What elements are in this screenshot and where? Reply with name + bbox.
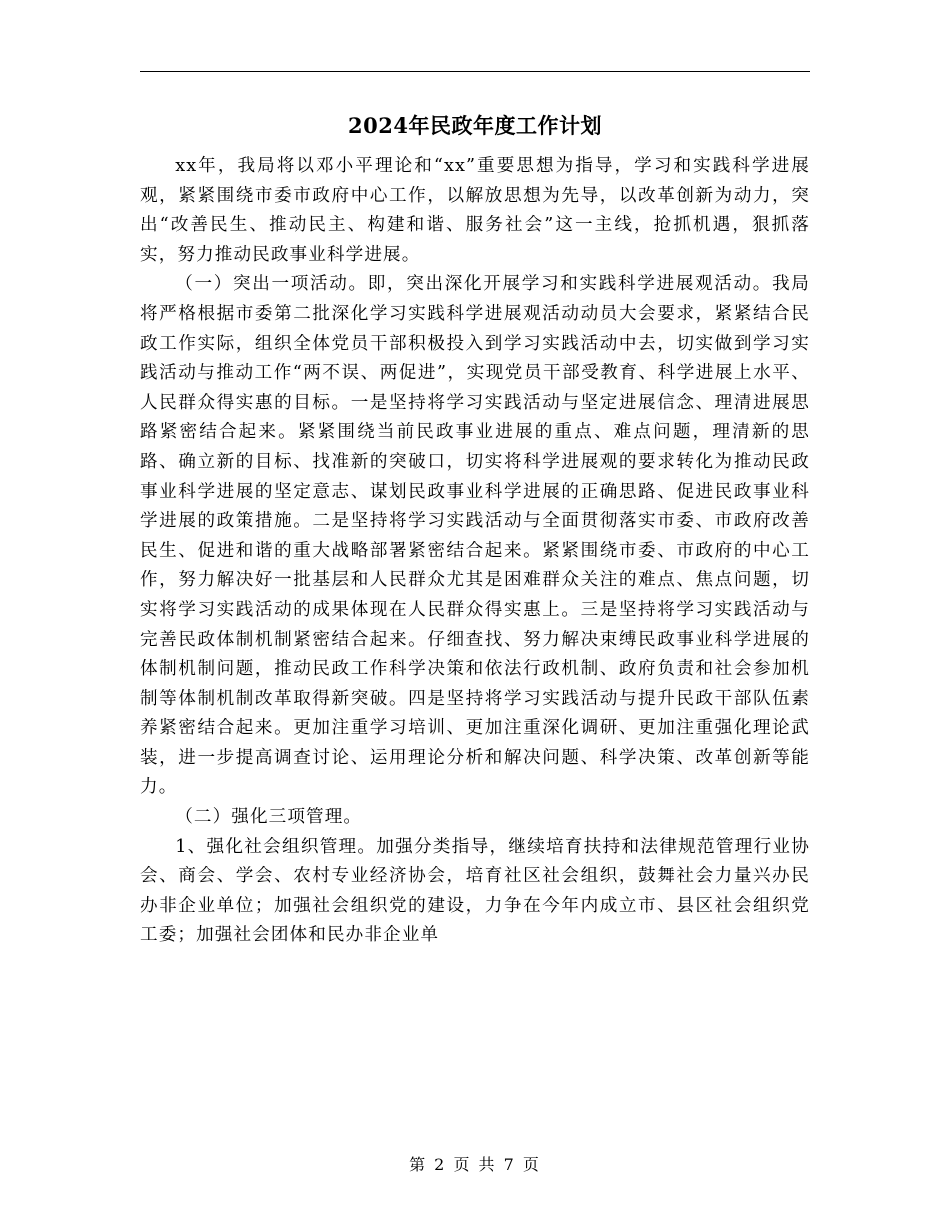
document-body	[140, 152, 810, 951]
intro-paragraph: xx年，我局将以邓小平理论和“xx”重要思想为指导，学习和实践科学进展观，紧紧围绕市委市政府中心工作，以解放思想为先导，以改革创新为动力，突出“改善民生、推动民主、构建和谐、服务社会”这一主线，抢抓机遇，狠抓落实，努力推动民政事业科学进展。	[140, 156, 810, 265]
section-two-heading: （二）强化三项管理。	[175, 807, 363, 828]
document-title: 2024年民政年度工作计划	[348, 113, 602, 138]
header-rule	[140, 71, 810, 72]
item-one-paragraph: 1、强化社会组织管理。加强分类指导，继续培育扶持和法律规范管理行业协会、商会、学会、农村专业经济协会，培育社区社会组织，鼓舞社会力量兴办民办非企业单位；加强社会组织党的建设，力争在今年内成立市、县区社会组织党工委；加强社会团体和民办非企业单	[140, 836, 810, 946]
page-number: 第 2 页 共 7 页	[409, 1155, 541, 1174]
section-one-paragraph: （一）突出一项活动。即，突出深化开展学习和实践科学进展观活动。我局将严格根据市委第二批深化学习实践科学进展观活动动员大会要求，紧紧结合民政工作实际，组织全体党员干部积极投入到学习实践活动中去，切实做到学习实践活动与推动工作“两不误、两促进”，实现党员干部受教育、科学进展上水平、人民群众得实惠的目标。一是坚持将学习实践活动与坚定进展信念、理清进展思路紧密结合起来。紧紧围绕当前民政事业进展的重点、难点问题，理清新的思路、确立新的目标、找准新的突破口，切实将科学进展观的要求转化为推动民政事业科学进展的坚定意志、谋划民政事业科学进展的正确思路、促进民政事业科学进展的政策措施。二是坚持将学习实践活动与全面贯彻落实市委、市政府改善民生、促进和谐的重大战略部署紧密结合起来。紧紧围绕市委、市政府的中心工作，努力解决好一批基层和人民群众尤其是困难群众关注的难点、焦点问题，切实将学习实践活动的成果体现在人民群众得实惠上。三是坚持将学习实践活动与完善民政体制机制紧密结合起来。仔细查找、努力解决束缚民政事业科学进展的体制机制问题，推动民政工作科学决策和依法行政机制、政府负责和社会参加机制等体制机制改革取得新突破。四是坚持将学习实践活动与提升民政干部队伍素养紧密结合起来。更加注重学习培训、更加注重深化调研、更加注重强化理论武装，进一步提高调查讨论、运用理论分析和解决问题、科学决策、改革创新等能力。	[140, 274, 810, 798]
